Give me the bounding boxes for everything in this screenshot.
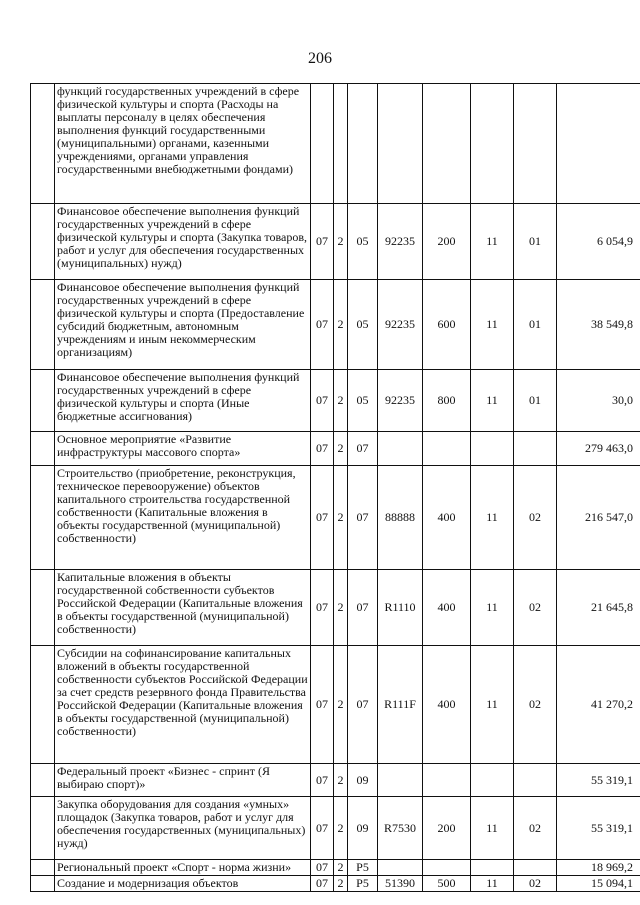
table-row xyxy=(31,280,640,370)
section-cell: 07 xyxy=(311,466,334,570)
row-edge-cell xyxy=(31,84,55,204)
description-cell: Капитальные вложения в объекты государственной собственности субъектов Российской Федерации (Капитальные вложения в объекты государственной (муниципальной) собственности) xyxy=(55,570,311,646)
subsection-code-cell xyxy=(514,860,557,876)
row-edge-cell xyxy=(31,764,55,797)
budget-table xyxy=(30,83,640,892)
expense-type-cell: 200 xyxy=(423,797,471,860)
subprogram-cell: 05 xyxy=(348,204,378,280)
expense-type-cell: 400 xyxy=(423,466,471,570)
program-cell: 2 xyxy=(334,280,348,370)
direction-cell xyxy=(378,84,423,204)
description-cell: Основное мероприятие «Развитие инфраструктуры массового спорта» xyxy=(55,432,311,466)
table-row xyxy=(31,432,640,466)
section-code-cell: 11 xyxy=(471,370,514,432)
program-cell: 2 xyxy=(334,204,348,280)
amount-cell: 6 054,9 xyxy=(557,204,640,280)
section-cell: 07 xyxy=(311,764,334,797)
section-code-cell: 11 xyxy=(471,876,514,892)
subsection-code-cell: 02 xyxy=(514,797,557,860)
expense-type-cell xyxy=(423,432,471,466)
subsection-code-cell: 01 xyxy=(514,280,557,370)
program-cell: 2 xyxy=(334,860,348,876)
direction-cell xyxy=(378,764,423,797)
description-cell: Субсидии на софинансирование капитальных вложений в объекты государственной собственности субъектов Российской Федерации за счет средств резервного фонда Правительства Российской Федерации (Капитальные вложения в объекты государственной (муниципальной) собственности) xyxy=(55,646,311,764)
expense-type-cell: 400 xyxy=(423,570,471,646)
subprogram-cell: 07 xyxy=(348,466,378,570)
row-edge-cell xyxy=(31,370,55,432)
description-cell: Региональный проект «Спорт - норма жизни» xyxy=(55,860,311,876)
subprogram-cell: 05 xyxy=(348,280,378,370)
row-edge-cell xyxy=(31,466,55,570)
expense-type-cell xyxy=(423,84,471,204)
description-cell: Строительство (приобретение, реконструкция, техническое перевооружение) объектов капитального строительства государственной собственности (Капитальные вложения в объекты государственной (муниципальной) собственности) xyxy=(55,466,311,570)
program-cell: 2 xyxy=(334,646,348,764)
program-cell xyxy=(334,84,348,204)
amount-cell: 21 645,8 xyxy=(557,570,640,646)
amount-cell: 38 549,8 xyxy=(557,280,640,370)
subprogram-cell: 07 xyxy=(348,570,378,646)
program-cell: 2 xyxy=(334,466,348,570)
table-row xyxy=(31,797,640,860)
subsection-code-cell: 02 xyxy=(514,876,557,892)
table-row xyxy=(31,570,640,646)
section-cell: 07 xyxy=(311,860,334,876)
section-cell xyxy=(311,84,334,204)
section-code-cell xyxy=(471,84,514,204)
subprogram-cell: P5 xyxy=(348,876,378,892)
amount-cell: 216 547,0 xyxy=(557,466,640,570)
table-row xyxy=(31,204,640,280)
row-edge-cell xyxy=(31,432,55,466)
amount-cell: 279 463,0 xyxy=(557,432,640,466)
direction-cell: R7530 xyxy=(378,797,423,860)
section-code-cell xyxy=(471,764,514,797)
description-cell: Финансовое обеспечение выполнения функций государственных учреждений в сфере физической культуры и спорта (Иные бюджетные ассигнования) xyxy=(55,370,311,432)
row-edge-cell xyxy=(31,860,55,876)
expense-type-cell: 600 xyxy=(423,280,471,370)
direction-cell: R111F xyxy=(378,646,423,764)
section-cell: 07 xyxy=(311,646,334,764)
subprogram-cell: 05 xyxy=(348,370,378,432)
section-cell: 07 xyxy=(311,280,334,370)
subsection-code-cell: 02 xyxy=(514,466,557,570)
section-cell: 07 xyxy=(311,204,334,280)
program-cell: 2 xyxy=(334,797,348,860)
row-edge-cell xyxy=(31,280,55,370)
table-row xyxy=(31,466,640,570)
table-row xyxy=(31,646,640,764)
row-edge-cell xyxy=(31,876,55,892)
subprogram-cell: 09 xyxy=(348,797,378,860)
amount-cell: 18 969,2 xyxy=(557,860,640,876)
expense-type-cell xyxy=(423,860,471,876)
subsection-code-cell: 01 xyxy=(514,370,557,432)
program-cell: 2 xyxy=(334,570,348,646)
section-cell: 07 xyxy=(311,876,334,892)
row-edge-cell xyxy=(31,646,55,764)
table-row xyxy=(31,876,640,892)
direction-cell: 92235 xyxy=(378,280,423,370)
description-cell: Создание и модернизация объектов xyxy=(55,876,311,892)
section-code-cell: 11 xyxy=(471,204,514,280)
direction-cell: 88888 xyxy=(378,466,423,570)
expense-type-cell: 400 xyxy=(423,646,471,764)
row-edge-cell xyxy=(31,204,55,280)
program-cell: 2 xyxy=(334,370,348,432)
subsection-code-cell: 02 xyxy=(514,570,557,646)
page-number: 206 xyxy=(308,50,332,67)
amount-cell: 41 270,2 xyxy=(557,646,640,764)
description-cell: Финансовое обеспечение выполнения функций государственных учреждений в сфере физической культуры и спорта (Предоставление субсидий бюджетным, автономным учреждениям и иным некоммерческим организациям) xyxy=(55,280,311,370)
subsection-code-cell xyxy=(514,432,557,466)
row-edge-cell xyxy=(31,797,55,860)
subprogram-cell: 07 xyxy=(348,646,378,764)
section-cell: 07 xyxy=(311,370,334,432)
direction-cell: R1110 xyxy=(378,570,423,646)
program-cell: 2 xyxy=(334,876,348,892)
description-cell: Федеральный проект «Бизнес - спринт (Я выбираю спорт)» xyxy=(55,764,311,797)
section-code-cell: 11 xyxy=(471,280,514,370)
amount-cell: 55 319,1 xyxy=(557,797,640,860)
table-row xyxy=(31,764,640,797)
section-code-cell: 11 xyxy=(471,466,514,570)
direction-cell: 92235 xyxy=(378,204,423,280)
section-cell: 07 xyxy=(311,432,334,466)
amount-cell: 15 094,1 xyxy=(557,876,640,892)
subsection-code-cell: 01 xyxy=(514,204,557,280)
direction-cell xyxy=(378,860,423,876)
direction-cell xyxy=(378,432,423,466)
section-code-cell: 11 xyxy=(471,646,514,764)
table-row xyxy=(31,860,640,876)
section-cell: 07 xyxy=(311,570,334,646)
amount-cell: 55 319,1 xyxy=(557,764,640,797)
section-code-cell: 11 xyxy=(471,797,514,860)
expense-type-cell: 800 xyxy=(423,370,471,432)
description-cell: Закупка оборудования для создания «умных» площадок (Закупка товаров, работ и услуг для обеспечения государственных (муниципальных) нужд) xyxy=(55,797,311,860)
table-row xyxy=(31,370,640,432)
subsection-code-cell xyxy=(514,764,557,797)
description-cell: функций государственных учреждений в сфере физической культуры и спорта (Расходы на выплаты персоналу в целях обеспечения выполнения функций государственными (муниципальными) органами, казенными учреждениями, органами управления государственными внебюджетными фондами) xyxy=(55,84,311,204)
row-edge-cell xyxy=(31,570,55,646)
subprogram-cell: 09 xyxy=(348,764,378,797)
subsection-code-cell xyxy=(514,84,557,204)
amount-cell: 30,0 xyxy=(557,370,640,432)
expense-type-cell: 500 xyxy=(423,876,471,892)
subprogram-cell: P5 xyxy=(348,860,378,876)
subprogram-cell xyxy=(348,84,378,204)
expense-type-cell: 200 xyxy=(423,204,471,280)
program-cell: 2 xyxy=(334,432,348,466)
direction-cell: 51390 xyxy=(378,876,423,892)
section-cell: 07 xyxy=(311,797,334,860)
subprogram-cell: 07 xyxy=(348,432,378,466)
description-cell: Финансовое обеспечение выполнения функций государственных учреждений в сфере физической культуры и спорта (Закупка товаров, работ и услуг для обеспечения государственных (муниципальных) нужд) xyxy=(55,204,311,280)
direction-cell: 92235 xyxy=(378,370,423,432)
table-row xyxy=(31,84,640,204)
amount-cell xyxy=(557,84,640,204)
section-code-cell: 11 xyxy=(471,570,514,646)
section-code-cell xyxy=(471,860,514,876)
expense-type-cell xyxy=(423,764,471,797)
section-code-cell xyxy=(471,432,514,466)
subsection-code-cell: 02 xyxy=(514,646,557,764)
program-cell: 2 xyxy=(334,764,348,797)
